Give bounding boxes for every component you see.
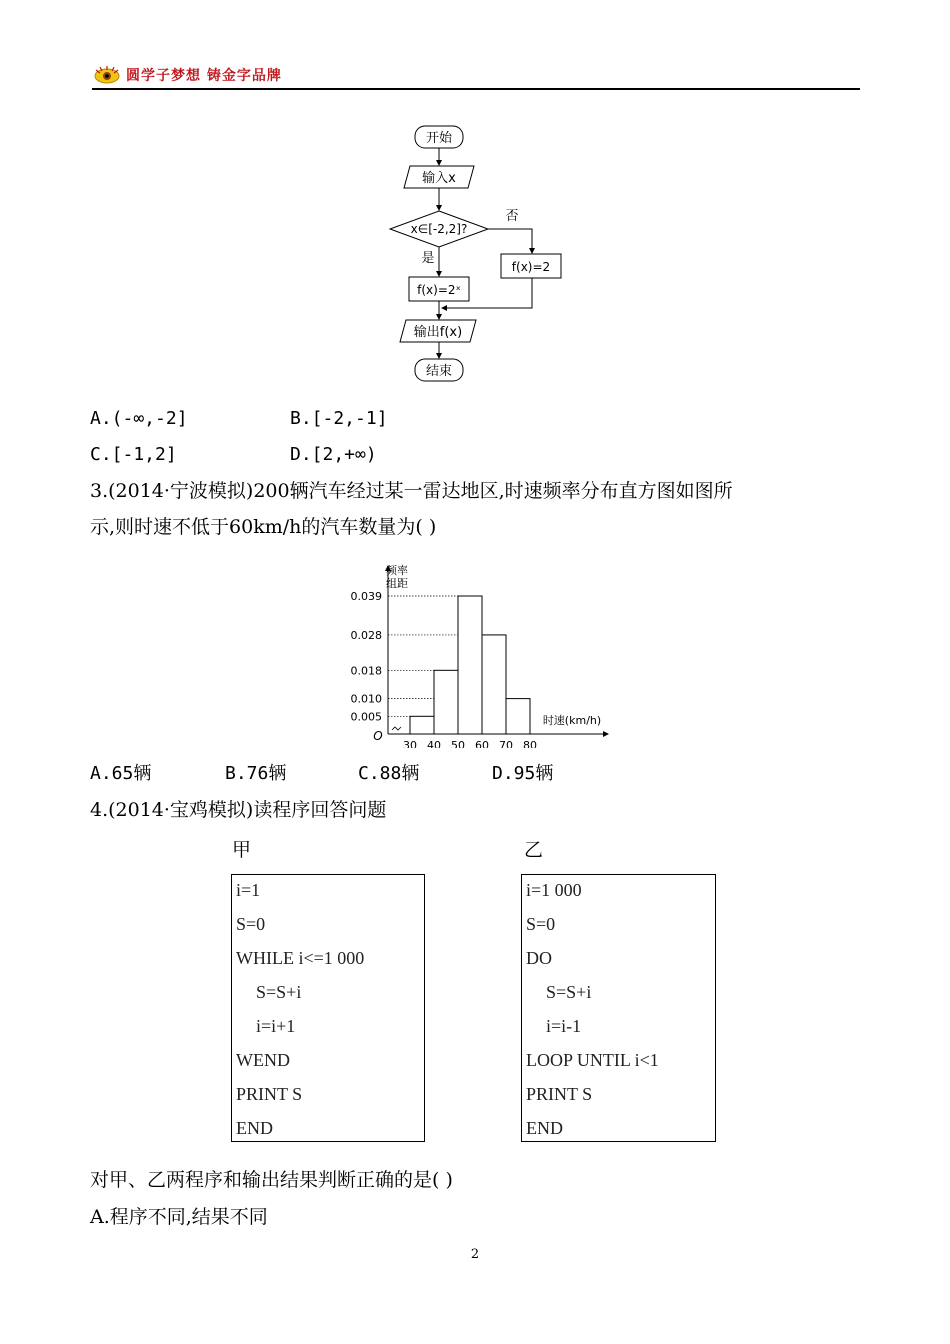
- y-axis-label-top: 频率: [386, 564, 408, 577]
- x-tick-label: 30: [403, 739, 417, 748]
- y-tick-label: 0.028: [350, 628, 382, 642]
- q2-option-a: A.(-∞,-2]: [90, 408, 188, 429]
- program-a-label: 甲: [232, 839, 252, 861]
- code-line: S=S+i: [256, 982, 302, 1002]
- y-axis-label-bottom: 组距: [386, 577, 408, 590]
- code-line: WHILE i<=1 000: [236, 948, 365, 968]
- program-b-box: [521, 874, 716, 1142]
- q3-text-line1: 3.(2014·宁波模拟)200辆汽车经过某一雷达地区,时速频率分布直方图如图所: [90, 480, 733, 502]
- flow-yes-box-label: f(x)=2ˣ: [417, 283, 461, 297]
- q2-option-d: D.[2,+∞): [290, 444, 377, 465]
- q4-option-a: A.程序不同,结果不同: [90, 1206, 268, 1228]
- origin-label: O: [373, 729, 383, 743]
- q3-option-d: D.95辆: [492, 763, 554, 784]
- q3-option-a: A.65辆: [90, 763, 152, 784]
- q2-option-c: C.[-1,2]: [90, 444, 177, 465]
- code-line: WEND: [236, 1050, 290, 1070]
- histogram-bar: [458, 596, 482, 734]
- code-line: END: [236, 1118, 273, 1138]
- x-tick-label: 70: [499, 739, 513, 748]
- code-line: i=1 000: [526, 880, 582, 900]
- code-line: END: [526, 1118, 563, 1138]
- code-line: S=0: [236, 914, 266, 934]
- y-tick-label: 0.005: [350, 710, 382, 724]
- histogram-chart: [340, 558, 630, 748]
- flow-start-label: 开始: [425, 131, 453, 146]
- flow-output-label: 输出f(x): [413, 325, 463, 340]
- program-b-label: 乙: [524, 839, 544, 861]
- flowchart: [370, 118, 590, 388]
- code-line: LOOP UNTIL i<1: [526, 1050, 659, 1070]
- flow-input-label: 输入x: [422, 171, 456, 186]
- y-tick-label: 0.010: [350, 692, 382, 706]
- flow-yes-label: 是: [421, 251, 435, 266]
- program-a-box: [231, 874, 425, 1142]
- page-number: 2: [470, 1247, 480, 1262]
- x-axis-label: 时速(km/h): [542, 714, 602, 727]
- q2-option-b: B.[-2,-1]: [290, 408, 388, 429]
- x-tick-label: 80: [523, 739, 537, 748]
- code-line: DO: [526, 948, 552, 968]
- eye-logo-icon: [94, 65, 120, 85]
- q3-text-line2: 示,则时速不低于60km/h的汽车数量为( ): [90, 516, 437, 538]
- code-line: PRINT S: [236, 1084, 303, 1104]
- x-tick-label: 40: [427, 739, 441, 748]
- q3-option-b: B.76辆: [225, 763, 287, 784]
- page-header: [92, 62, 860, 90]
- x-tick-label: 50: [451, 739, 465, 748]
- q4-title: 4.(2014·宝鸡模拟)读程序回答问题: [90, 799, 387, 821]
- code-line: PRINT S: [526, 1084, 593, 1104]
- q3-option-c: C.88辆: [358, 763, 420, 784]
- histogram-bar: [506, 699, 530, 734]
- code-line: i=i-1: [546, 1016, 582, 1036]
- flow-end-label: 结束: [425, 364, 453, 379]
- flow-no-box-label: f(x)=2: [511, 260, 551, 274]
- x-tick-label: 60: [475, 739, 489, 748]
- y-tick-label: 0.039: [350, 590, 382, 603]
- code-line: i=i+1: [256, 1016, 296, 1036]
- q4-question: 对甲、乙两程序和输出结果判断正确的是( ): [90, 1169, 453, 1191]
- y-tick-label: 0.018: [350, 664, 382, 678]
- code-line: S=S+i: [546, 982, 592, 1002]
- histogram-bar: [434, 670, 458, 734]
- code-line: i=1: [236, 880, 261, 900]
- flow-condition-label: x∈[-2,2]?: [410, 222, 468, 236]
- code-line: S=0: [526, 914, 556, 934]
- histogram-bar: [410, 716, 434, 734]
- histogram-bar: [482, 635, 506, 734]
- header-slogan: 圆学子梦想 铸金字品牌: [126, 68, 282, 84]
- flow-no-label: 否: [505, 209, 519, 224]
